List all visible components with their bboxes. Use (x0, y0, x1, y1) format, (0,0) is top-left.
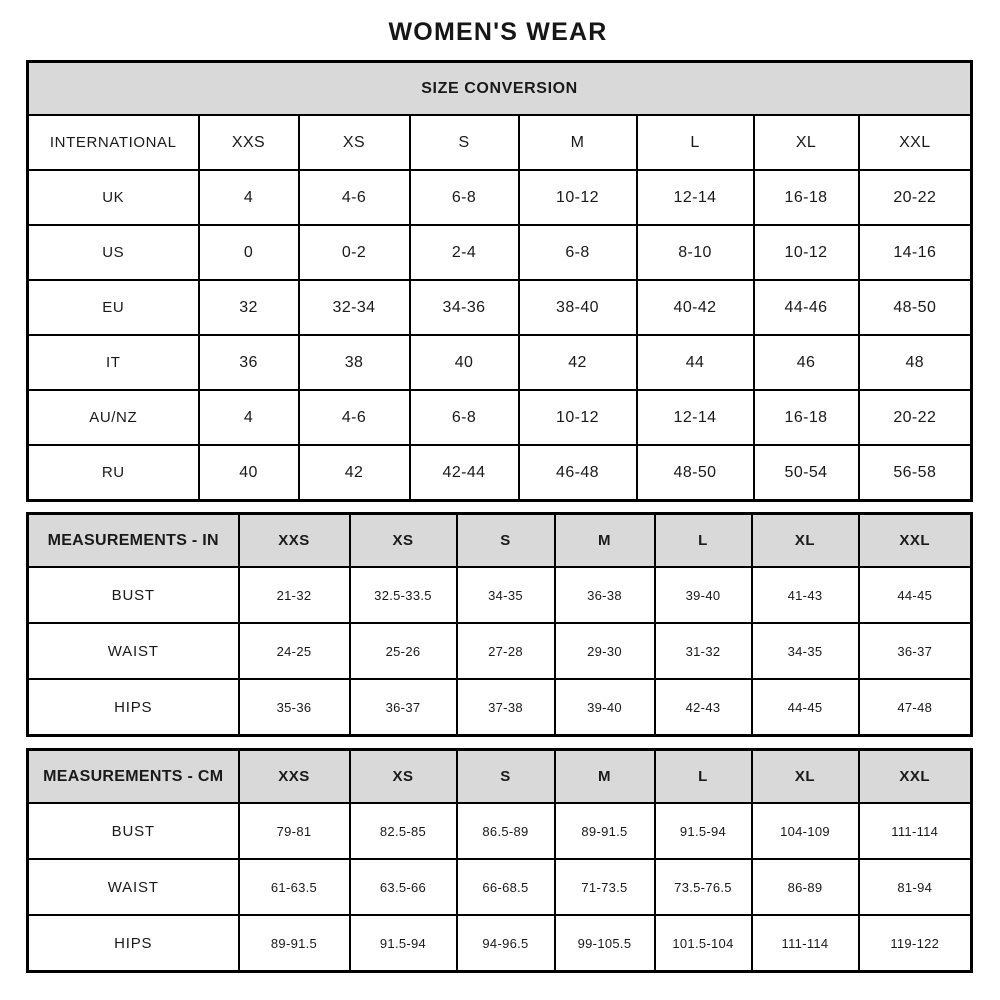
column-header-xxs: XXS (199, 115, 299, 170)
size-header-s: S (457, 750, 555, 804)
cell: 35-36 (239, 679, 350, 736)
cell: 38-40 (519, 280, 637, 335)
cell: 0-2 (299, 225, 410, 280)
table-row-waist-cm (28, 859, 972, 915)
cell: 42-43 (655, 679, 752, 736)
cell: 34-36 (410, 280, 519, 335)
cell: 2-4 (410, 225, 519, 280)
cell: 42 (299, 445, 410, 501)
cell: 79-81 (239, 803, 350, 859)
cell: 71-73.5 (555, 859, 655, 915)
cell: 39-40 (555, 679, 655, 736)
size-header-xl: XL (752, 514, 859, 568)
cell: 73.5-76.5 (655, 859, 752, 915)
measurements-cm-header: MEASUREMENTS - CM (28, 750, 239, 804)
cell: 32 (199, 280, 299, 335)
size-labels-row (28, 115, 972, 170)
column-header-xs: XS (299, 115, 410, 170)
size-header-xxl: XXL (859, 514, 972, 568)
cell: 21-32 (239, 567, 350, 623)
cell: 44-45 (752, 679, 859, 736)
cell: 61-63.5 (239, 859, 350, 915)
cell: 12-14 (637, 170, 754, 225)
cell: 42 (519, 335, 637, 390)
cell: 44 (637, 335, 754, 390)
cell: 4-6 (299, 390, 410, 445)
cell: 94-96.5 (457, 915, 555, 972)
cell: 42-44 (410, 445, 519, 501)
row-label-waist: WAIST (28, 859, 239, 915)
cell: 44-45 (859, 567, 972, 623)
size-header-l: L (655, 750, 752, 804)
cell: 89-91.5 (239, 915, 350, 972)
page-title: WOMEN'S WEAR (388, 18, 608, 46)
cell: 41-43 (752, 567, 859, 623)
cell: 47-48 (859, 679, 972, 736)
cell: 36-37 (350, 679, 457, 736)
cell: 6-8 (410, 390, 519, 445)
cell: 99-105.5 (555, 915, 655, 972)
column-header-s: S (410, 115, 519, 170)
cell: 14-16 (859, 225, 972, 280)
cell: 32-34 (299, 280, 410, 335)
table-row-bust-cm (28, 803, 972, 859)
size-header-xs: XS (350, 750, 457, 804)
cell: 48 (859, 335, 972, 390)
size-header-xs: XS (350, 514, 457, 568)
row-label-eu: EU (28, 280, 199, 335)
column-header-xxl: XXL (859, 115, 972, 170)
size-header-s: S (457, 514, 555, 568)
cell: 86-89 (752, 859, 859, 915)
row-label-it: IT (28, 335, 199, 390)
size-header-xxl: XXL (859, 750, 972, 804)
cell: 91.5-94 (350, 915, 457, 972)
table-row-hips-cm (28, 915, 972, 972)
cell: 86.5-89 (457, 803, 555, 859)
cell: 91.5-94 (655, 803, 752, 859)
cell: 101.5-104 (655, 915, 752, 972)
cell: 8-10 (637, 225, 754, 280)
cell: 36 (199, 335, 299, 390)
cell: 48-50 (637, 445, 754, 501)
cell: 20-22 (859, 170, 972, 225)
row-label-bust: BUST (28, 803, 239, 859)
cell: 39-40 (655, 567, 752, 623)
cell: 36-37 (859, 623, 972, 679)
cell: 81-94 (859, 859, 972, 915)
row-label-ru: RU (28, 445, 199, 501)
table-header-band-row (28, 62, 972, 116)
cell: 10-12 (519, 170, 637, 225)
cell: 6-8 (519, 225, 637, 280)
size-header-xxs: XXS (239, 750, 350, 804)
cell: 20-22 (859, 390, 972, 445)
cell: 32.5-33.5 (350, 567, 457, 623)
cell: 27-28 (457, 623, 555, 679)
cell: 119-122 (859, 915, 972, 972)
cell: 50-54 (754, 445, 859, 501)
cell: 4 (199, 390, 299, 445)
cell: 31-32 (655, 623, 752, 679)
size-header-m: M (555, 514, 655, 568)
cell: 63.5-66 (350, 859, 457, 915)
cell: 82.5-85 (350, 803, 457, 859)
cell: 36-38 (555, 567, 655, 623)
cell: 40 (199, 445, 299, 501)
column-header-m: M (519, 115, 637, 170)
measurements-in-header: MEASUREMENTS - IN (28, 514, 239, 568)
cell: 37-38 (457, 679, 555, 736)
size-header-xxs: XXS (239, 514, 350, 568)
row-label-aunz: AU/NZ (28, 390, 199, 445)
cell: 40 (410, 335, 519, 390)
cell: 16-18 (754, 170, 859, 225)
cell: 4 (199, 170, 299, 225)
table-row-uk (28, 170, 972, 225)
cell: 29-30 (555, 623, 655, 679)
table-row-ru (28, 445, 972, 501)
cell: 10-12 (519, 390, 637, 445)
size-conversion-header: SIZE CONVERSION (28, 62, 972, 116)
table-row-eu (28, 280, 972, 335)
size-header-l: L (655, 514, 752, 568)
cell: 25-26 (350, 623, 457, 679)
cell: 89-91.5 (555, 803, 655, 859)
cell: 46-48 (519, 445, 637, 501)
size-conversion-table (26, 60, 973, 502)
measurements-in-table (26, 512, 973, 737)
cell: 12-14 (637, 390, 754, 445)
cell: 66-68.5 (457, 859, 555, 915)
measurements-cm-header-row (28, 750, 972, 804)
cell: 44-46 (754, 280, 859, 335)
cell: 48-50 (859, 280, 972, 335)
row-label-hips: HIPS (28, 679, 239, 736)
table-row-waist-in (28, 623, 972, 679)
cell: 111-114 (859, 803, 972, 859)
cell: 0 (199, 225, 299, 280)
row-label-waist: WAIST (28, 623, 239, 679)
cell: 111-114 (752, 915, 859, 972)
row-label-hips: HIPS (28, 915, 239, 972)
cell: 34-35 (457, 567, 555, 623)
cell: 46 (754, 335, 859, 390)
measurements-cm-table (26, 748, 973, 973)
row-label-us: US (28, 225, 199, 280)
table-row-it (28, 335, 972, 390)
size-header-xl: XL (752, 750, 859, 804)
column-header-l: L (637, 115, 754, 170)
cell: 6-8 (410, 170, 519, 225)
table-row-bust-in (28, 567, 972, 623)
table-row-aunz (28, 390, 972, 445)
table-row-us (28, 225, 972, 280)
cell: 40-42 (637, 280, 754, 335)
cell: 38 (299, 335, 410, 390)
cell: 56-58 (859, 445, 972, 501)
table-row-hips-in (28, 679, 972, 736)
measurements-in-header-row (28, 514, 972, 568)
column-header-xl: XL (754, 115, 859, 170)
row-label-bust: BUST (28, 567, 239, 623)
cell: 16-18 (754, 390, 859, 445)
column-header-international: INTERNATIONAL (28, 115, 199, 170)
size-header-m: M (555, 750, 655, 804)
cell: 104-109 (752, 803, 859, 859)
row-label-uk: UK (28, 170, 199, 225)
cell: 4-6 (299, 170, 410, 225)
cell: 34-35 (752, 623, 859, 679)
cell: 24-25 (239, 623, 350, 679)
cell: 10-12 (754, 225, 859, 280)
